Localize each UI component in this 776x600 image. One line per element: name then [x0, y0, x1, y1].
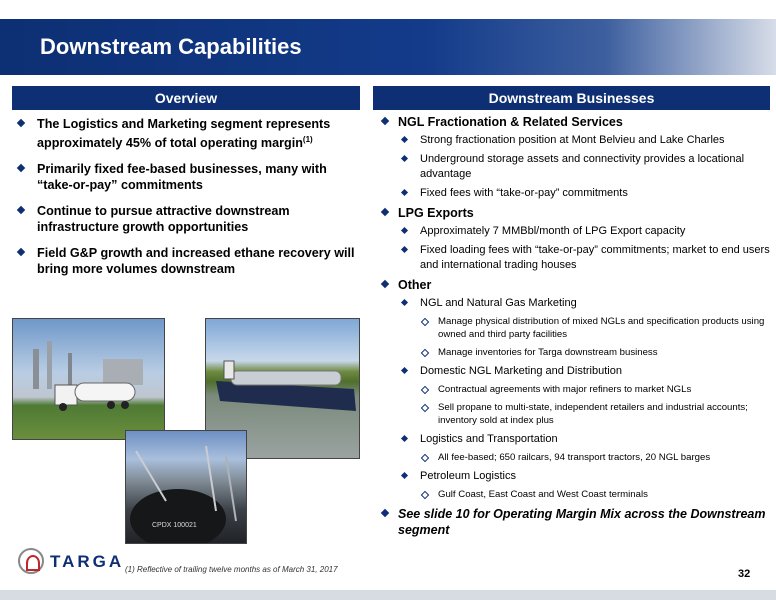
diamond-bullet-icon: [401, 367, 408, 374]
footnote: (1) Reflective of trailing twelve months as of March 31, 2017: [125, 565, 338, 574]
diamond-bullet-icon: [401, 227, 408, 234]
railcar-illustration: [126, 431, 246, 543]
list-item: Gulf Coast, East Coast and West Coast terminals: [380, 488, 772, 501]
overview-bullet: The Logistics and Marketing segment represents approximately 45% of total operating margin$^{(1)}$: [16, 116, 356, 151]
diamond-bullet-icon: [17, 164, 25, 172]
hollow-diamond-bullet-icon: [421, 454, 429, 462]
list-item: Approximately 7 MMBbl/month of LPG Export capacity: [380, 224, 772, 239]
ngl-fractionation-heading: NGL Fractionation & Related Services: [380, 114, 772, 130]
diamond-bullet-icon: [381, 509, 389, 517]
list-item: Logistics and Transportation: [380, 432, 772, 447]
diamond-bullet-icon: [381, 117, 389, 125]
list-item: Strong fractionation position at Mont Belvieu and Lake Charles: [380, 133, 772, 148]
downstream-list: [380, 114, 772, 541]
diamond-bullet-icon: [381, 280, 389, 288]
overview-header: Overview: [12, 86, 360, 110]
list-item: Manage inventories for Targa downstream business: [380, 346, 772, 359]
diamond-bullet-icon: [401, 299, 408, 306]
hollow-diamond-bullet-icon: [421, 349, 429, 357]
targa-logo: [18, 548, 125, 576]
overview-bullet: Primarily fixed fee-based businesses, many with “take-or-pay” commitments: [16, 161, 356, 193]
diamond-bullet-icon: [401, 246, 408, 253]
overview-bullet: Field G&P growth and increased ethane recovery will bring more volumes downstream: [16, 245, 356, 277]
diamond-bullet-icon: [17, 206, 25, 214]
list-item: Petroleum Logistics: [380, 469, 772, 484]
hollow-diamond-bullet-icon: [421, 404, 429, 412]
hollow-diamond-bullet-icon: [421, 386, 429, 394]
diamond-bullet-icon: [401, 136, 408, 143]
list-item: Sell propane to multi-state, independent retailers and industrial accounts; inventory sold at index plus: [380, 401, 772, 427]
diamond-bullet-icon: [17, 119, 25, 127]
see-slide-note: See slide 10 for Operating Margin Mix across the Downstream segment: [380, 506, 772, 538]
list-item: Underground storage assets and connectivity provides a locational advantage: [380, 152, 772, 182]
hollow-diamond-bullet-icon: [421, 318, 429, 326]
list-item: Manage physical distribution of mixed NGLs and specification products using owned and third party facilities: [380, 315, 772, 341]
list-item: All fee-based; 650 railcars, 94 transport tractors, 20 NGL barges: [380, 451, 772, 464]
railcar-label: CPDX 100021: [152, 522, 197, 529]
list-item: Contractual agreements with major refiners to market NGLs: [380, 383, 772, 396]
other-heading: Other: [380, 277, 772, 293]
slide-title: Downstream Capabilities: [40, 34, 302, 59]
diamond-bullet-icon: [401, 155, 408, 162]
railcar-photo: [125, 430, 247, 544]
overview-bullets: [16, 116, 356, 287]
diamond-bullet-icon: [401, 472, 408, 479]
list-item: Fixed fees with “take-or-pay” commitments: [380, 186, 772, 201]
diamond-bullet-icon: [401, 435, 408, 442]
downstream-header: Downstream Businesses: [373, 86, 770, 110]
list-item: NGL and Natural Gas Marketing: [380, 296, 772, 311]
targa-logo-icon: [18, 548, 44, 574]
bottom-bar: [0, 590, 776, 600]
truck-illustration: [13, 319, 164, 439]
overview-bullet: Continue to pursue attractive downstream infrastructure growth opportunities: [16, 203, 356, 235]
diamond-bullet-icon: [17, 248, 25, 256]
logo-text: TARGA: [50, 552, 125, 571]
list-item: Domestic NGL Marketing and Distribution: [380, 364, 772, 379]
page-number: 32: [738, 568, 751, 580]
diamond-bullet-icon: [401, 189, 408, 196]
hollow-diamond-bullet-icon: [421, 491, 429, 499]
lpg-exports-heading: LPG Exports: [380, 205, 772, 221]
truck-photo: [12, 318, 165, 440]
diamond-bullet-icon: [381, 208, 389, 216]
list-item: Fixed loading fees with “take-or-pay” commitments; market to end users and international trading houses: [380, 243, 772, 273]
